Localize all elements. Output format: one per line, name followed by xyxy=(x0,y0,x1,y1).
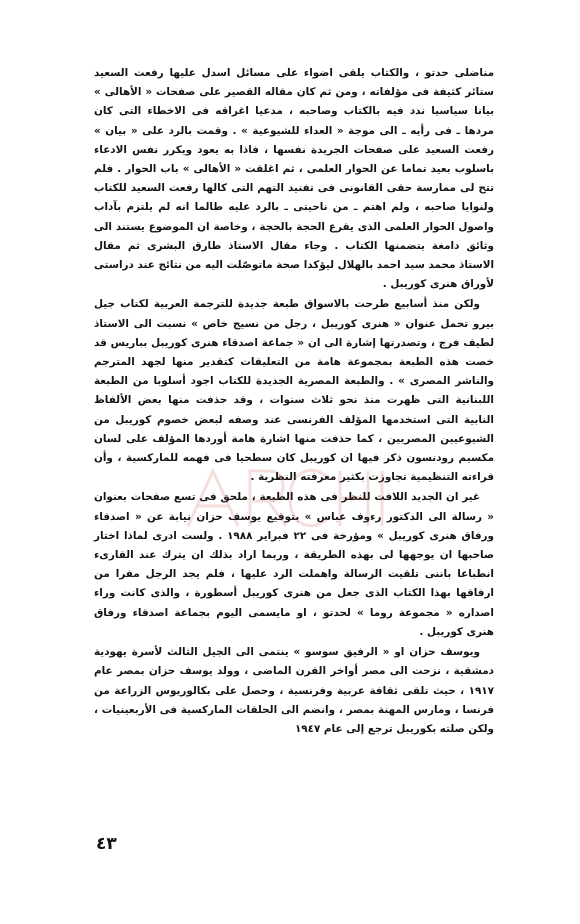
paragraph-4: ويوسف حزان او « الرفيق سوسو » ينتمى الى الجيل الثالث لأسرة يهودية دمشقية ، نزحت الى مصر أواخر القرن الماضى ، وولد يوسف حزان بمصر عام ١٩١٧ ، حيث تلقى ثقافة عربية وفرنسية ، وحصل على بكالوريوس الزراعة من فرنسا ، ومارس المهنة بمصر ، وانضم الى الحلقات الماركسية فى الأربعينيات ، ولكن صلته بكوريبل ترجع إلى عام ١٩٤٧ xyxy=(94,646,494,735)
paragraph-1: مناضلى حدتو ، والكتاب يلقى اضواء على مسائل اسدل عليها رفعت السعيد ستائر كثيفة فى مؤلفاته ، ومن ثم كان مقاله القصير على صفحات « الأهالى » بيانا سياسيا ندد فيه بالكتاب وصاحبه ، مدعيا اغراقه فى الاخطاء التى كان مردها ـ فى رأيه ـ الى موجة « العداء للشيوعية » . وقمت بالرد على « بيان » رفعت السعيد على صفحات الجريدة نفسها ، فاذا به يعود ويكرر نفس الادعاء باسلوب بعيد تماما عن الحوار العلمى ، ثم اغلقت « الأهالى » باب الحوار . فلم تتح لى ممارسة حقى القانونى فى تفنيد التهم التى كالها رفعت السعيد للكتاب ولنوايا صاحبه ، ولم اهتم ـ من ناحيتى ـ بالرد عليه طالما انه لم يلتزم بآداب واصول الحوار العلمى الذى يقرع الحجة بالحجة ، وخاصة ان الموضوع يستند الى وثائق دامغة يتضمنها الكتاب . وجاء مقال الاستاذ طارق البشرى ثم مقال الاستاذ محمد سيد احمد بالهلال ليؤكدا صحة ماتوصّلت اليه من نتائج عند دراستى لأوراق هنرى كوريبل . xyxy=(94,67,494,291)
paragraph-2: ولكن منذ أسابيع طرحت بالاسواق طبعة جديدة للترجمة العربية لكتاب جيل بيرو تحمل عنوان « هنرى كوريبل ، رجل من نسيج خاص » نسبت الى الاستاذ لطيف فرج ، وتصدرتها إشارة الى ان « جماعة اصدقاء هنرى كوريبل بباريس قد خصت هذه الطبعة بمجموعة هامة من التعليقات كتقدير منها لجهد المترجم والناشر المصرى » . والطبعة المصرية الجديدة للكتاب اجود أسلوبا من الطبعة اللبنانية التى ظهرت منذ نحو ثلاث سنوات ، وقد حذفت منها بعض الألفاظ النابية التى استخدمها المؤلف الفرنسى عند وصفه لبعض خصوم كوريبل من الشيوعيين المصريين ، كما حذفت منها اشارة هامة أوردها المؤلف على لسان مكسيم رودنسون ذكر فيها ان كوريبل كان سطحيا فى فهمه للماركسية ، وأن قراءته التنظيمية تجاوزت بكثير معرفته النظرية . xyxy=(94,298,494,484)
paragraph-3: غير ان الجديد اللافت للنظر فى هذه الطبعة ، ملحق فى تسع صفحات بعنوان « رسالة الى الدكتور رءوف عباس » بتوقيع يوسف حزان نيابة عن « اصدقاء ورفاق هنرى كوريبل » ومؤرخة فى ٢٢ فبراير ١٩٨٨ . ولست ادرى لماذا اختار صاحبها ان يوجهها لى بهذه الطريقة ، وربما اراد بذلك ان يترك عند القارىء انطباعا باننى تلقيت الرسالة واهملت الرد عليها ، فلم يجد الرجل مفرا من ارفاقها بهذا الكتاب الذى جعل من هنرى كوريبل أسطورة ، والذى كانت وراء اصداره « مجموعة روما » لحدتو ، او مايسمى اليوم بجماعة اصدقاء ورفاق هنرى كوريبل . xyxy=(94,491,494,638)
page-number: ٤٣ xyxy=(96,834,117,854)
page-body xyxy=(94,64,494,739)
